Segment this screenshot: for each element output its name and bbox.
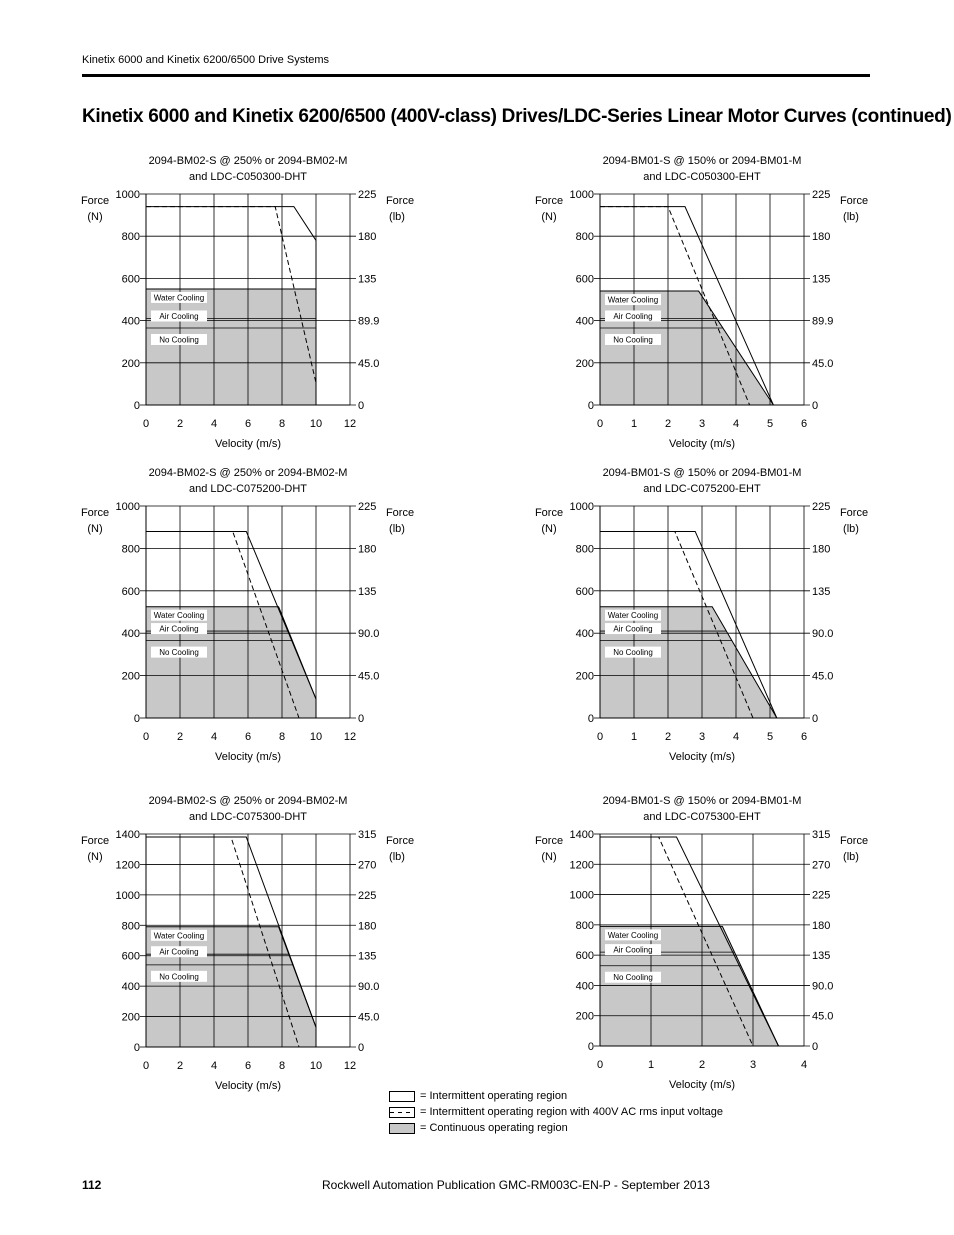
y-tick-label: 1000 — [115, 189, 140, 201]
y2-tick-label: 90.0 — [358, 628, 380, 641]
y-tick-label: 800 — [121, 543, 140, 556]
cooling-label-water: Water Cooling — [607, 611, 659, 621]
y-tick-label: 400 — [121, 981, 140, 994]
y2-tick-label: 45.0 — [358, 670, 380, 683]
y-axis-label-unit: (N) — [87, 211, 103, 223]
x-tick-label: 6 — [244, 731, 252, 743]
y2-tick-label: 270 — [812, 859, 831, 872]
legend-intermittent — [389, 1088, 723, 1104]
y-tick-label: 1000 — [115, 889, 140, 902]
legend-continuous — [389, 1120, 723, 1136]
y-axis-label-unit: (N) — [541, 851, 557, 863]
y2-tick-label: 180 — [812, 919, 831, 932]
legend-swatch-dashed — [389, 1107, 415, 1118]
y2-tick-label: 180 — [812, 543, 831, 556]
y-axis-label-force: Force — [534, 195, 564, 207]
x-tick-label: 10 — [309, 731, 323, 743]
y-tick-label: 0 — [133, 1042, 140, 1054]
y2-tick-label: 225 — [358, 501, 377, 513]
y2-tick-label: 90.0 — [812, 980, 834, 993]
legend-intermittent-400v — [389, 1104, 723, 1120]
x-tick-label: 3 — [749, 1059, 757, 1071]
cooling-label-none: No Cooling — [159, 648, 199, 658]
y-tick-label: 0 — [587, 1041, 594, 1053]
y-tick-label: 800 — [121, 920, 140, 933]
y2-tick-label: 180 — [812, 231, 831, 244]
y-tick-label: 0 — [587, 400, 594, 412]
y2-tick-label: 315 — [812, 829, 831, 841]
chart-title-line1: 2094-BM02-S @ 250% or 2094-BM02-M — [148, 467, 348, 479]
y2-tick-label: 45.0 — [812, 1010, 834, 1023]
x-axis-label: Velocity (m/s) — [214, 1080, 282, 1092]
x-tick-label: 0 — [142, 1060, 150, 1072]
cooling-label-air: Air Cooling — [159, 311, 199, 321]
y2-tick-label: 0 — [358, 400, 365, 412]
y2-tick-label: 315 — [358, 829, 377, 841]
x-tick-label: 0 — [142, 418, 150, 430]
x-tick-label: 0 — [596, 418, 604, 430]
y-tick-label: 600 — [121, 273, 140, 286]
y-axis-label-unit: (N) — [541, 523, 557, 535]
x-tick-label: 5 — [766, 418, 774, 430]
x-tick-label: 6 — [244, 1060, 252, 1072]
y2-tick-label: 225 — [812, 889, 831, 902]
y2-tick-label: 180 — [358, 920, 377, 933]
cooling-label-air: Air Cooling — [613, 624, 653, 634]
chart-title-line1: 2094-BM01-S @ 150% or 2094-BM01-M — [602, 795, 802, 807]
cooling-label-none: No Cooling — [159, 972, 199, 982]
y2-tick-label: 45.0 — [812, 670, 834, 683]
chart-title-line2: and LDC-C075300-DHT — [189, 811, 307, 823]
x-tick-label: 8 — [278, 731, 286, 743]
y-tick-label: 1000 — [569, 189, 594, 201]
x-tick-label: 12 — [343, 731, 357, 743]
y2-axis-label-unit: (lb) — [843, 851, 859, 863]
x-tick-label: 8 — [278, 1060, 286, 1072]
chart-1 — [81, 155, 414, 450]
chart-title-line2: and LDC-C075200-EHT — [643, 483, 761, 495]
y-tick-label: 0 — [587, 713, 594, 725]
y2-tick-label: 225 — [358, 889, 377, 902]
legend-swatch-intermittent — [389, 1091, 415, 1102]
y-tick-label: 600 — [575, 273, 594, 286]
x-tick-label: 2 — [176, 1060, 184, 1072]
y2-tick-label: 135 — [358, 950, 377, 963]
y-axis-label-force: Force — [80, 195, 110, 207]
y-tick-label: 1000 — [569, 889, 594, 902]
chart-5 — [81, 795, 414, 1092]
chart-2 — [535, 155, 868, 450]
x-axis-label: Velocity (m/s) — [668, 438, 736, 450]
y-tick-label: 1400 — [115, 829, 140, 841]
x-tick-label: 3 — [698, 731, 706, 743]
x-tick-label: 10 — [309, 1060, 323, 1072]
cooling-label-water: Water Cooling — [153, 931, 205, 941]
y2-tick-label: 0 — [812, 713, 819, 725]
x-tick-label: 4 — [210, 1060, 218, 1072]
y2-tick-label: 90.0 — [358, 981, 380, 994]
x-tick-label: 8 — [278, 418, 286, 430]
y-axis-label-unit: (N) — [541, 211, 557, 223]
y-tick-label: 200 — [575, 357, 594, 370]
y-tick-label: 600 — [575, 950, 594, 963]
x-tick-label: 2 — [176, 418, 184, 430]
x-tick-label: 1 — [630, 731, 638, 743]
y-tick-label: 600 — [121, 585, 140, 598]
y2-tick-label: 89.9 — [358, 315, 380, 328]
cooling-label-air: Air Cooling — [613, 311, 653, 321]
y2-tick-label: 89.9 — [812, 315, 834, 328]
y2-axis-label-unit: (lb) — [843, 211, 859, 223]
legend-label-intermittent-400v: = Intermittent operating region with 400V AC rms input voltage — [420, 1106, 723, 1118]
x-tick-label: 12 — [343, 418, 357, 430]
y-axis-label-unit: (N) — [87, 851, 103, 863]
cooling-label-water: Water Cooling — [607, 295, 659, 305]
y-tick-label: 200 — [575, 670, 594, 683]
chart-title-line1: 2094-BM01-S @ 150% or 2094-BM01-M — [602, 467, 802, 479]
y-tick-label: 200 — [121, 357, 140, 370]
y2-tick-label: 45.0 — [358, 1011, 380, 1024]
y-tick-label: 400 — [575, 315, 594, 328]
y2-axis-label-force: Force — [385, 195, 415, 207]
y-tick-label: 1400 — [569, 829, 594, 841]
x-tick-label: 0 — [142, 731, 150, 743]
x-tick-label: 2 — [664, 418, 672, 430]
y-axis-label-force: Force — [80, 507, 110, 519]
cooling-label-air: Air Cooling — [159, 624, 199, 634]
chart-4 — [535, 467, 868, 763]
cooling-label-water: Water Cooling — [153, 293, 205, 303]
chart-3 — [81, 467, 414, 763]
legend-swatch-continuous — [389, 1123, 415, 1134]
x-tick-label: 4 — [210, 418, 218, 430]
y2-axis-label-unit: (lb) — [389, 211, 405, 223]
y-tick-label: 1000 — [569, 501, 594, 513]
y2-tick-label: 45.0 — [812, 357, 834, 370]
chart-title-line2: and LDC-C050300-DHT — [189, 171, 307, 183]
y-tick-label: 1000 — [115, 501, 140, 513]
x-tick-label: 1 — [630, 418, 638, 430]
x-axis-label: Velocity (m/s) — [214, 751, 282, 763]
y2-tick-label: 225 — [358, 189, 377, 201]
x-tick-label: 3 — [698, 418, 706, 430]
x-tick-label: 5 — [766, 731, 774, 743]
y-tick-label: 800 — [575, 543, 594, 556]
y-tick-label: 400 — [121, 628, 140, 641]
y-axis-label-force: Force — [534, 507, 564, 519]
x-tick-label: 0 — [596, 731, 604, 743]
x-tick-label: 6 — [800, 731, 808, 743]
y2-tick-label: 225 — [812, 189, 831, 201]
page-title: Kinetix 6000 and Kinetix 6200/6500 (400V-class) Drives/LDC-Series Linear Motor Curves (continued) — [82, 106, 952, 127]
cooling-label-none: No Cooling — [613, 648, 653, 658]
x-tick-label: 0 — [596, 1059, 604, 1071]
cooling-label-air: Air Cooling — [159, 947, 199, 957]
y-axis-label-unit: (N) — [87, 523, 103, 535]
y2-tick-label: 135 — [812, 950, 831, 963]
y2-tick-label: 135 — [812, 585, 831, 598]
y-tick-label: 0 — [133, 400, 140, 412]
cooling-label-air: Air Cooling — [613, 945, 653, 955]
continuous-region — [146, 289, 316, 405]
x-tick-label: 2 — [664, 731, 672, 743]
y2-tick-label: 180 — [358, 543, 377, 556]
y2-tick-label: 0 — [812, 1041, 819, 1053]
chart-title-line1: 2094-BM01-S @ 150% or 2094-BM01-M — [602, 155, 802, 167]
y2-axis-label-unit: (lb) — [843, 523, 859, 535]
x-tick-label: 10 — [309, 418, 323, 430]
y2-tick-label: 270 — [358, 859, 377, 872]
chart-title-line2: and LDC-C075200-DHT — [189, 483, 307, 495]
x-tick-label: 4 — [732, 731, 740, 743]
chart-title-line1: 2094-BM02-S @ 250% or 2094-BM02-M — [148, 795, 348, 807]
legend-label-intermittent: = Intermittent operating region — [420, 1090, 568, 1102]
y-tick-label: 400 — [121, 315, 140, 328]
y2-axis-label-unit: (lb) — [389, 851, 405, 863]
y2-axis-label-force: Force — [839, 507, 869, 519]
y-tick-label: 600 — [575, 585, 594, 598]
chart-title-line2: and LDC-C050300-EHT — [643, 171, 761, 183]
chart-legend — [389, 1088, 723, 1136]
continuous-region — [146, 927, 316, 1047]
y2-tick-label: 180 — [358, 231, 377, 244]
y-tick-label: 1200 — [115, 859, 140, 872]
x-tick-label: 2 — [698, 1059, 706, 1071]
y-tick-label: 800 — [121, 231, 140, 244]
chart-title-line2: and LDC-C075300-EHT — [643, 811, 761, 823]
y2-tick-label: 225 — [812, 501, 831, 513]
chart-title-line1: 2094-BM02-S @ 250% or 2094-BM02-M — [148, 155, 348, 167]
x-tick-label: 4 — [800, 1059, 808, 1071]
x-tick-label: 6 — [800, 418, 808, 430]
x-axis-label: Velocity (m/s) — [668, 1079, 736, 1091]
x-tick-label: 12 — [343, 1060, 357, 1072]
y2-tick-label: 135 — [358, 273, 377, 286]
y2-axis-label-unit: (lb) — [389, 523, 405, 535]
y2-axis-label-force: Force — [385, 507, 415, 519]
y-tick-label: 1200 — [569, 859, 594, 872]
footer-publication: Rockwell Automation Publication GMC-RM003C-EN-P - September 2013 — [322, 1178, 710, 1192]
y-tick-label: 200 — [121, 1011, 140, 1024]
page-number: 112 — [82, 1178, 102, 1192]
cooling-label-water: Water Cooling — [153, 611, 205, 621]
y2-tick-label: 135 — [812, 273, 831, 286]
y2-tick-label: 0 — [358, 1042, 365, 1054]
y-axis-label-force: Force — [534, 835, 564, 847]
y2-tick-label: 135 — [358, 585, 377, 598]
cooling-label-none: No Cooling — [159, 335, 199, 345]
chart-6 — [535, 795, 868, 1091]
y2-axis-label-force: Force — [385, 835, 415, 847]
y-tick-label: 800 — [575, 231, 594, 244]
y-tick-label: 200 — [575, 1010, 594, 1023]
y-tick-label: 200 — [121, 670, 140, 683]
cooling-label-none: No Cooling — [613, 973, 653, 983]
y2-tick-label: 45.0 — [358, 357, 380, 370]
y2-tick-label: 0 — [812, 400, 819, 412]
x-tick-label: 6 — [244, 418, 252, 430]
y2-tick-label: 90.0 — [812, 628, 834, 641]
x-tick-label: 2 — [176, 731, 184, 743]
y-tick-label: 400 — [575, 628, 594, 641]
running-head: Kinetix 6000 and Kinetix 6200/6500 Drive Systems — [82, 54, 330, 66]
y2-tick-label: 0 — [358, 713, 365, 725]
y-tick-label: 400 — [575, 980, 594, 993]
x-tick-label: 1 — [647, 1059, 655, 1071]
cooling-label-none: No Cooling — [613, 335, 653, 345]
y2-axis-label-force: Force — [839, 195, 869, 207]
continuous-region — [600, 291, 773, 405]
x-axis-label: Velocity (m/s) — [668, 751, 736, 763]
y-tick-label: 800 — [575, 919, 594, 932]
x-tick-label: 4 — [732, 418, 740, 430]
legend-label-continuous: = Continuous operating region — [420, 1122, 568, 1134]
y-tick-label: 0 — [133, 713, 140, 725]
y-axis-label-force: Force — [80, 835, 110, 847]
cooling-label-water: Water Cooling — [607, 930, 659, 940]
x-tick-label: 4 — [210, 731, 218, 743]
y2-axis-label-force: Force — [839, 835, 869, 847]
x-axis-label: Velocity (m/s) — [214, 438, 282, 450]
y-tick-label: 600 — [121, 950, 140, 963]
